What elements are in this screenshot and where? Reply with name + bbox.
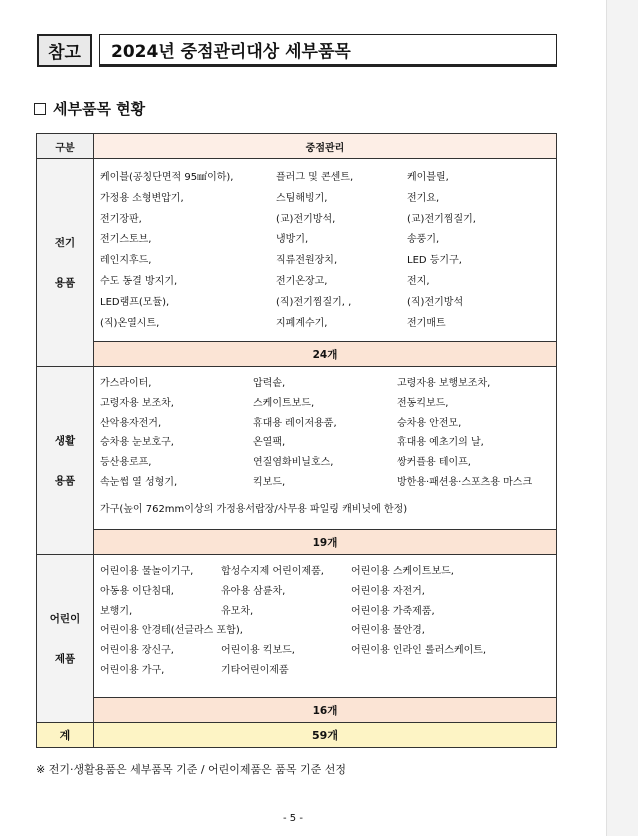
list-item: 전기스토브, xyxy=(100,234,152,246)
list-item: 산악용자전거, xyxy=(100,417,162,429)
list-item: 스팀해빙기, xyxy=(276,192,328,204)
group-row-children xyxy=(37,555,557,698)
group-row-electric xyxy=(37,159,557,342)
list-item: 수도 동결 방지기, xyxy=(100,276,178,287)
page-number: - 5 - xyxy=(283,813,303,824)
items-grid xyxy=(94,555,556,697)
category-electric xyxy=(37,159,94,367)
viewer-edge xyxy=(606,0,638,836)
list-item: 보행기, xyxy=(100,605,133,617)
header-category: 구분 xyxy=(37,134,94,159)
list-item: 전기요, xyxy=(407,192,440,204)
list-item: 기타어린이제품 xyxy=(221,665,289,676)
category-line2: 용품 xyxy=(54,276,76,289)
ref-label: 참고 xyxy=(37,34,92,67)
list-item: 가정용 소형변압기, xyxy=(100,192,184,204)
list-item: 플러그 및 콘센트, xyxy=(276,172,354,183)
list-item: 어린이용 킥보드, xyxy=(221,645,295,657)
items-table xyxy=(36,133,557,748)
list-item: 어린이용 가죽제품, xyxy=(351,605,435,617)
list-item: 유모차, xyxy=(221,605,254,617)
count-children: 16개 xyxy=(94,698,557,723)
category-line2: 제품 xyxy=(54,652,76,665)
list-item: 전기온장고, xyxy=(276,276,328,287)
list-item: 전동킥보드, xyxy=(397,397,449,409)
list-item: 아동용 이단침대, xyxy=(100,585,174,597)
list-item: 고령자용 보행보조차, xyxy=(397,378,491,389)
count-row-living xyxy=(37,530,557,555)
list-item: 휴대용 예초기의 날, xyxy=(397,437,484,449)
list-item: 합성수지제 어린이제품, xyxy=(221,566,324,577)
list-item: 유아용 삼륜차, xyxy=(221,585,286,597)
list-item: LED 등기구, xyxy=(407,255,462,267)
category-children xyxy=(37,555,94,723)
list-item: 직류전원장치, xyxy=(276,255,338,267)
count-row-electric xyxy=(37,342,557,367)
list-item: 어린이용 물안경, xyxy=(351,625,425,637)
items-grid xyxy=(94,367,556,529)
list-item: 전기매트 xyxy=(407,317,446,329)
checkbox-square-icon xyxy=(34,103,46,115)
list-item: 어린이용 자전거, xyxy=(351,585,425,597)
list-item: 압력솥, xyxy=(253,378,286,389)
category-living xyxy=(37,367,94,555)
list-item: 가스라이터, xyxy=(100,378,152,389)
items-electric xyxy=(94,159,557,342)
list-item: 전지, xyxy=(407,276,430,287)
list-item: 온열팩, xyxy=(253,437,286,449)
list-item: 전기장판, xyxy=(100,213,142,225)
list-item: 등산용로프, xyxy=(100,457,152,469)
list-item: 어린이용 안경테(선글라스 포함), xyxy=(100,625,243,637)
category-line1: 생활 xyxy=(54,434,76,447)
count-row-children xyxy=(37,698,557,723)
list-item: 승차용 눈보호구, xyxy=(100,437,174,449)
total-value: 59개 xyxy=(94,723,557,748)
list-item: 케이블릴, xyxy=(407,172,449,183)
list-item: (교)전기방석, xyxy=(276,213,336,225)
table-header-row xyxy=(37,134,557,159)
category-line2: 용품 xyxy=(54,474,76,487)
list-item: 어린이용 장신구, xyxy=(100,645,174,657)
list-item: 송풍기, xyxy=(407,234,440,246)
list-item: 어린이용 인라인 롤러스케이트, xyxy=(351,645,487,657)
count-electric: 24개 xyxy=(94,342,557,367)
list-item: (직)전기방석 xyxy=(407,296,464,308)
items-living xyxy=(94,367,557,530)
list-item: 케이블(공칭단면적 95㎟이하), xyxy=(100,172,234,183)
list-item: 고령자용 보조차, xyxy=(100,397,174,409)
items-children xyxy=(94,555,557,698)
items-grid xyxy=(94,159,556,341)
list-item: 승차용 안전모, xyxy=(397,417,462,429)
list-item: 레인지후드, xyxy=(100,255,152,267)
list-item: (직)온열시트, xyxy=(100,317,160,329)
list-item: 킥보드, xyxy=(253,477,286,488)
list-item: 스케이트보드, xyxy=(253,397,315,409)
total-row xyxy=(37,723,557,748)
list-item: LED램프(모듈), xyxy=(100,296,170,308)
header-items: 중점관리 xyxy=(94,134,557,159)
list-item: 어린이용 스케이트보드, xyxy=(351,566,454,577)
footnote: ※ 전기·생활용품은 세부품목 기준 / 어린이제품은 품목 기준 선정 xyxy=(36,763,347,776)
list-item: 어린이용 가구, xyxy=(100,665,165,676)
section-title xyxy=(34,98,145,119)
list-item: 냉방기, xyxy=(276,234,309,246)
count-living: 19개 xyxy=(94,530,557,555)
list-item: (교)전기찜질기, xyxy=(407,213,476,225)
list-item: 쌍커플용 테이프, xyxy=(397,457,471,469)
list-item: (직)전기찜질기, , xyxy=(276,296,352,308)
list-item: 휴대용 레이저용품, xyxy=(253,417,337,429)
total-label: 계 xyxy=(37,723,94,748)
list-item-extra: 가구(높이 762mm이상의 가정용서랍장/사무용 파일링 캐비닛에 한정) xyxy=(100,504,408,515)
list-item: 연질염화비닐호스, xyxy=(253,457,334,469)
list-item: 방한용·패션용·스포츠용 마스크 xyxy=(397,477,533,488)
list-item: 지폐계수기, xyxy=(276,317,328,329)
page-title: 2024년 중점관리대상 세부품목 xyxy=(99,34,557,67)
list-item: 속눈썹 열 성형기, xyxy=(100,477,178,488)
category-line1: 전기 xyxy=(54,236,76,249)
group-row-living xyxy=(37,367,557,530)
list-item: 어린이용 물놀이기구, xyxy=(100,566,194,577)
category-line1: 어린이 xyxy=(49,612,81,625)
section-title-text: 세부품목 현황 xyxy=(53,100,146,118)
